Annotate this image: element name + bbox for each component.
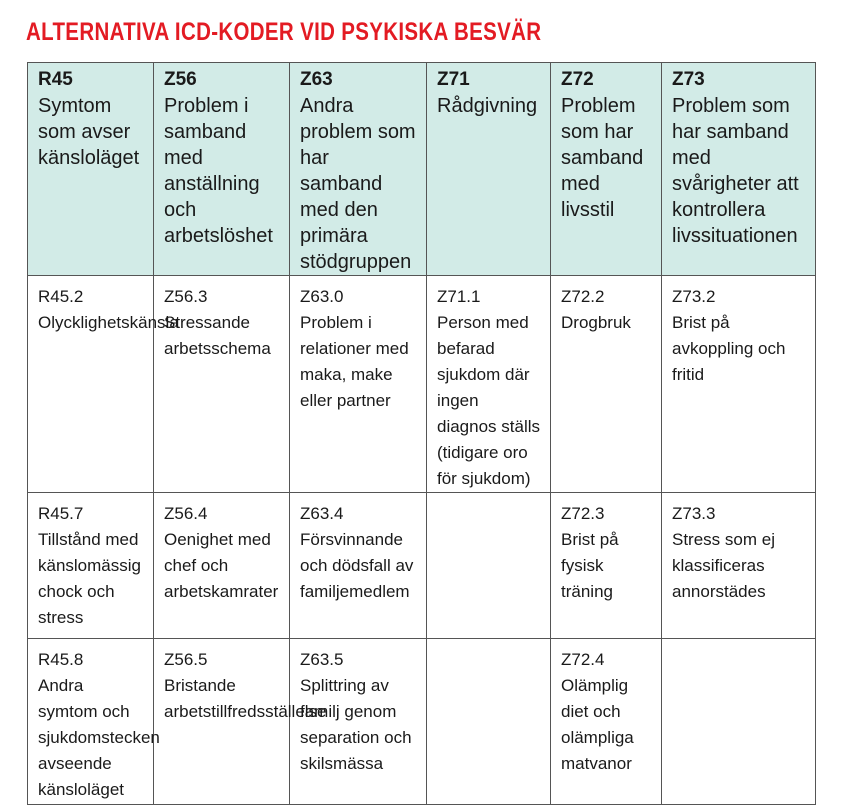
- column-code: Z73: [672, 69, 705, 90]
- cell-code: Z71.1: [437, 287, 481, 306]
- table-row: [28, 493, 816, 639]
- table-cell: [290, 639, 427, 805]
- cell-text: Splittring av familj genom separation och skilsmässa: [300, 676, 412, 773]
- column-label: Problem i samband med anställning och arbetslöshet: [164, 95, 273, 247]
- cell-text: Person med befarad sjukdom där ingen diagnos ställs (tidigare oro för sjukdom): [437, 313, 541, 488]
- cell-text: Stress som ej klassificeras annorstädes: [672, 530, 775, 601]
- cell-code: R45.8: [38, 650, 84, 669]
- column-label: Problem som har samband med livsstil: [561, 95, 644, 221]
- table-cell: [290, 276, 427, 493]
- cell-code: Z72.2: [561, 287, 605, 306]
- cell-text: Brist på fysisk träning: [561, 530, 619, 601]
- icd-code-table: [27, 62, 816, 805]
- table-cell: [290, 493, 427, 639]
- column-label: Symtom som avser känsloläget: [38, 95, 140, 169]
- column-header-z73: [662, 63, 816, 276]
- table-cell: [28, 639, 160, 805]
- cell-text: Bristande arbetstillfredsställelse: [164, 676, 327, 721]
- column-header-r45: [28, 63, 154, 276]
- cell-code: Z63.4: [300, 504, 344, 523]
- table-cell-empty: [662, 639, 816, 805]
- column-code: R45: [38, 69, 73, 90]
- cell-code: R45.7: [38, 504, 84, 523]
- cell-text: Andra symtom och sjukdomstecken avseende känsloläget: [38, 676, 160, 799]
- cell-code: Z63.0: [300, 287, 344, 306]
- cell-code: Z56.4: [164, 504, 208, 523]
- cell-code: R45.2: [38, 287, 84, 306]
- table-cell: [154, 493, 290, 639]
- cell-text: Tillstånd med känslomässig chock och stress: [38, 530, 141, 627]
- cell-text: Problem i relationer med maka, make eller partner: [300, 313, 409, 410]
- table-cell: [551, 639, 662, 805]
- cell-text: Försvinnande och dödsfall av familjemedlem: [300, 530, 414, 601]
- column-header-z72: [551, 63, 662, 276]
- column-code: Z72: [561, 69, 594, 90]
- table-cell: [28, 276, 179, 493]
- column-header-z71: [427, 63, 551, 276]
- cell-code: Z73.2: [672, 287, 716, 306]
- table-cell: [662, 493, 816, 639]
- table-cell-empty: [427, 639, 551, 805]
- cell-code: Z56.3: [164, 287, 208, 306]
- cell-code: Z63.5: [300, 650, 344, 669]
- table-row: [28, 276, 816, 493]
- column-code: Z71: [437, 69, 470, 90]
- column-label: Andra problem som har samband med den primära stödgruppen: [300, 95, 416, 273]
- cell-code: Z56.5: [164, 650, 208, 669]
- table-cell-empty: [427, 493, 551, 639]
- column-header-z56: [154, 63, 290, 276]
- column-code: Z56: [164, 69, 197, 90]
- column-header-z63: [290, 63, 427, 276]
- cell-text: Brist på avkoppling och fritid: [672, 313, 786, 384]
- cell-text: Olycklighetskänsla: [38, 313, 179, 332]
- cell-code: Z72.4: [561, 650, 605, 669]
- cell-code: Z72.3: [561, 504, 605, 523]
- table-cell: [551, 493, 662, 639]
- table-cell: [427, 276, 551, 493]
- cell-code: Z73.3: [672, 504, 716, 523]
- table-cell: [551, 276, 662, 493]
- table-cell: [154, 276, 290, 493]
- table-row: [28, 639, 816, 805]
- table-cell: [28, 493, 154, 639]
- table-cell: [662, 276, 816, 493]
- column-code: Z63: [300, 69, 333, 90]
- cell-text: Oenighet med chef och arbetskamrater: [164, 530, 279, 601]
- page-title: ALTERNATIVA ICD-KODER VID PSYKISKA BESVÄR: [26, 18, 542, 46]
- cell-text: Drogbruk: [561, 313, 631, 332]
- column-label: Rådgivning: [437, 95, 538, 117]
- column-label: Problem som har samband med svårigheter att kontrollera livssituationen: [672, 95, 799, 247]
- cell-text: Stressande arbetsschema: [164, 313, 271, 358]
- header-row: [28, 63, 816, 276]
- cell-text: Olämplig diet och olämpliga matvanor: [561, 676, 634, 773]
